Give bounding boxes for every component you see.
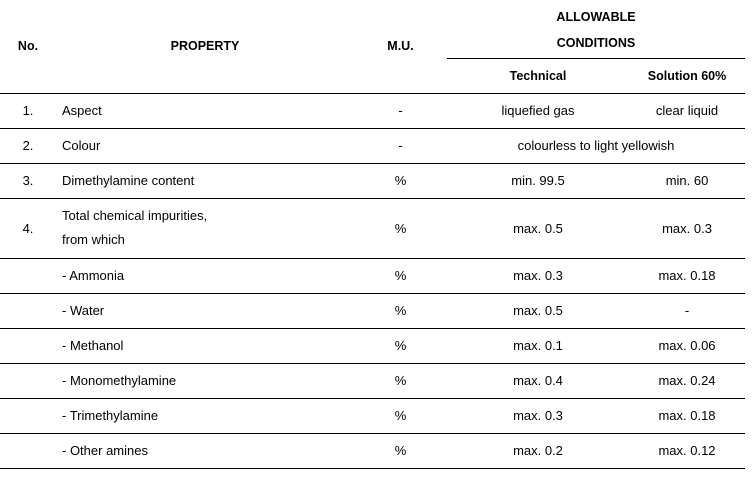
header-technical: Technical — [447, 58, 629, 93]
subrow-technical: max. 0.4 — [513, 373, 563, 388]
row-solution: min. 60 — [665, 173, 709, 188]
row-property-line2: from which — [62, 232, 125, 247]
subrow-solution: max. 0.24 — [658, 373, 716, 388]
subrow-technical: max. 0.3 — [513, 408, 563, 423]
row-number-empty — [0, 328, 56, 363]
row-merged-value: colourless to light yellowish — [517, 138, 675, 153]
subrow-mu: % — [394, 338, 407, 353]
row-number-empty — [0, 433, 56, 468]
subrow-solution: max. 0.12 — [658, 443, 716, 458]
table-subrow — [0, 363, 745, 398]
subrow-solution: max. 0.18 — [658, 408, 716, 423]
row-number: 4. — [22, 220, 34, 236]
table-subrow — [0, 258, 745, 293]
row-property: Aspect — [62, 102, 102, 118]
subrow-property: - Trimethylamine — [62, 407, 159, 423]
subrow-property: - Water — [62, 302, 105, 318]
row-mu: - — [398, 138, 403, 153]
row-technical: liquefied gas — [501, 103, 575, 118]
row-property — [56, 198, 354, 258]
row-number-empty — [0, 398, 56, 433]
table-row — [0, 163, 745, 198]
row-solution: clear liquid — [655, 103, 719, 118]
row-property-line1: Total chemical impurities, — [62, 208, 208, 223]
subrow-solution: max. 0.18 — [658, 268, 716, 283]
subrow-mu: % — [394, 373, 407, 388]
subrow-property: - Other amines — [62, 442, 148, 458]
row-number: 3. — [22, 173, 34, 188]
subrow-technical: max. 0.1 — [513, 338, 563, 353]
subrow-property: - Methanol — [62, 337, 124, 353]
header-allowable-conditions — [447, 0, 745, 58]
subrow-solution: max. 0.06 — [658, 338, 716, 353]
header-mu: M.U. — [354, 0, 447, 93]
row-number: 1. — [22, 103, 34, 118]
table-subrow — [0, 433, 745, 468]
table-row — [0, 128, 745, 163]
subrow-mu: % — [394, 303, 407, 318]
subrow-technical: max. 0.3 — [513, 268, 563, 283]
header-no: No. — [0, 0, 56, 93]
row-technical: min. 99.5 — [511, 173, 565, 188]
header-allowable-line1: ALLOWABLE — [556, 9, 636, 24]
header-allowable-line2: CONDITIONS — [556, 35, 636, 50]
row-mu: - — [398, 103, 403, 118]
row-number-empty — [0, 293, 56, 328]
table-row — [0, 93, 745, 128]
table-subrow — [0, 328, 745, 363]
table-subrow — [0, 398, 745, 433]
row-property: Dimethylamine content — [62, 172, 195, 188]
subrow-mu: % — [394, 443, 407, 458]
row-mu: % — [394, 173, 407, 188]
table-row — [0, 198, 745, 258]
row-mu: % — [394, 220, 407, 236]
subrow-technical: max. 0.5 — [513, 303, 563, 318]
subrow-mu: % — [394, 268, 407, 283]
table-subrow — [0, 293, 745, 328]
row-technical: max. 0.5 — [513, 220, 563, 236]
subrow-solution: - — [684, 303, 690, 318]
header-solution: Solution 60% — [629, 58, 745, 93]
subrow-technical: max. 0.2 — [513, 443, 563, 458]
row-number: 2. — [22, 138, 34, 153]
subrow-property: - Ammonia — [62, 267, 125, 283]
subrow-property: - Monomethylamine — [62, 372, 177, 388]
row-property: Colour — [62, 137, 101, 153]
header-property: PROPERTY — [56, 0, 354, 93]
subrow-mu: % — [394, 408, 407, 423]
row-solution: max. 0.3 — [662, 220, 712, 236]
row-number-empty — [0, 363, 56, 398]
row-number-empty — [0, 258, 56, 293]
